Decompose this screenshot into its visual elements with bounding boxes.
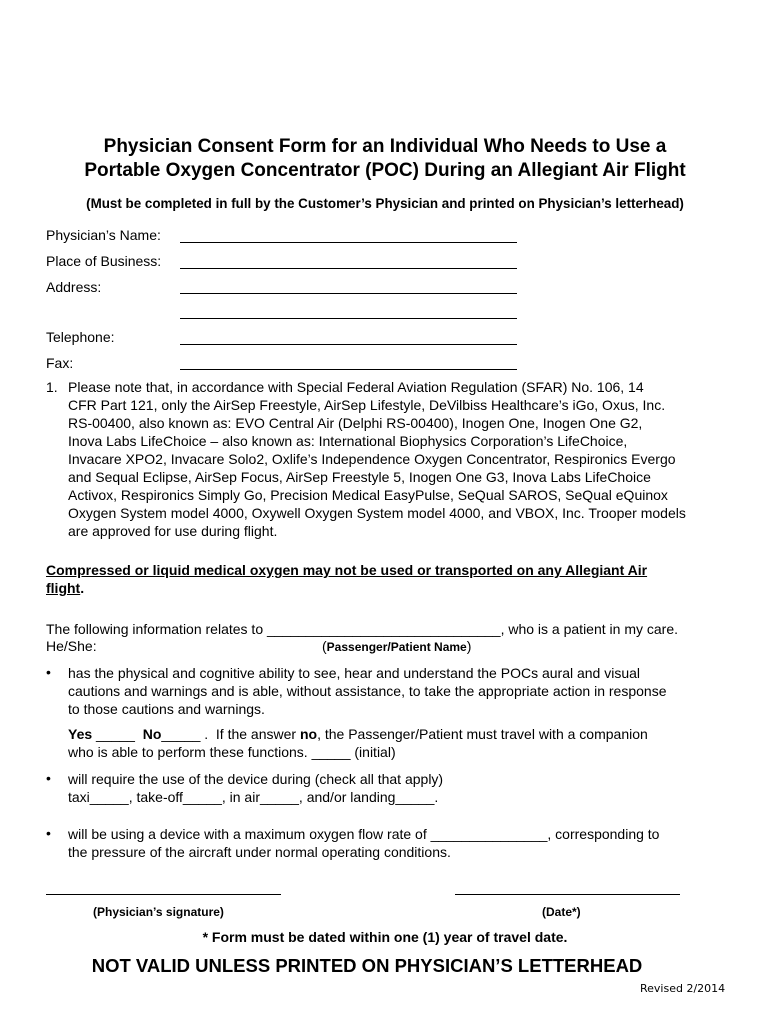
validity-notice: NOT VALID UNLESS PRINTED ON PHYSICIAN’S LETTERHEAD <box>91 955 643 976</box>
form-title-line-1: Physician Consent Form for an Individual Who Needs to Use a <box>103 136 667 157</box>
bullet-icon: • <box>46 664 51 680</box>
address-field-line-2[interactable] <box>180 318 517 319</box>
device-usage-line-1: will require the use of the device during (check all that apply) <box>68 771 444 787</box>
note-line: and Sequal Eclipse, AirSep Focus, AirSep Freestyle 5, Inogen One G3, Inova Labs LifeChoice <box>68 469 651 485</box>
no-label: No <box>142 726 162 742</box>
physician-signature-caption: (Physician’s signature) <box>93 905 224 919</box>
form-title-line-2: Portable Oxygen Concentrator (POC) During an Allegiant Air Flight <box>84 160 686 181</box>
telephone-label: Telephone: <box>46 329 115 345</box>
note-number: 1. <box>46 379 58 395</box>
note-line: Oxygen System model 4000, Oxywell Oxygen System model 4000, and VBOX, Inc. Trooper models <box>68 505 686 521</box>
companion-initial-line: who is able to perform these functions. _____ (initial) <box>68 744 396 760</box>
revision-date: Revised 2/2014 <box>640 982 726 995</box>
note-line: Invacare XPO2, Invacare Solo2, Oxlife’s Independence Oxygen Concentrator, Respironics Evergo <box>68 451 676 467</box>
fax-field[interactable] <box>180 369 517 370</box>
caption-open-paren: ( <box>322 638 327 654</box>
place-of-business-field[interactable] <box>180 268 517 269</box>
he-she-label: He/She: <box>46 638 97 654</box>
place-of-business-label: Place of Business: <box>46 253 162 269</box>
ability-line: has the physical and cognitive ability to see, hear and understand the POCs aural and visual <box>68 665 641 681</box>
flow-rate-line-2: the pressure of the aircraft under normal operating conditions. <box>68 844 451 860</box>
device-usage-line-2: taxi_____, take-off_____, in air_____, and/or landing_____. <box>68 789 439 805</box>
yes-blank[interactable]: _____ <box>92 726 139 742</box>
physician-signature-field[interactable] <box>46 894 281 895</box>
address-label: Address: <box>46 279 102 295</box>
form-subtitle: (Must be completed in full by the Customer’s Physician and printed on Physician’s letterhead) <box>86 196 684 211</box>
oxygen-warning-line-2: flight <box>46 580 81 596</box>
fax-label: Fax: <box>46 355 74 371</box>
no-emphasis: no <box>299 726 318 742</box>
oxygen-warning-line-1: Compressed or liquid medical oxygen may not be used or transported on any Allegiant Air <box>46 562 648 578</box>
no-blank[interactable]: _____ . If the answer <box>161 726 300 742</box>
ability-statement <box>68 664 666 718</box>
dating-footnote: * Form must be dated within one (1) year of travel date. <box>202 929 568 945</box>
ability-line: cautions and warnings and is able, without assistance, to take the appropriate action in response <box>68 683 667 699</box>
oxygen-warning-period: . <box>80 580 85 596</box>
ability-line: to those cautions and warnings. <box>68 701 265 717</box>
note-line: Inova Labs LifeChoice – also known as: International Biophysics Corporation’s LifeChoice, <box>68 433 628 449</box>
companion-requirement: , the Passenger/Patient must travel with a companion <box>317 726 648 742</box>
note-line: CFR Part 121, only the AirSep Freestyle, AirSep Lifestyle, DeVilbiss Healthcare’s iGo, Oxus, Inc. <box>68 397 666 413</box>
physician-name-label: Physician’s Name: <box>46 227 161 243</box>
yes-label: Yes <box>68 726 93 742</box>
flow-rate-line-1: will be using a device with a maximum oxygen flow rate of _______________, corresponding to <box>68 826 660 842</box>
caption-close-paren: ) <box>466 638 472 654</box>
address-field-line-1[interactable] <box>180 293 517 294</box>
note-line: RS-00400, also known as: EVO Central Air (Delphi RS-00400), Inogen One, Inogen One G2, <box>68 415 643 431</box>
bullet-icon: • <box>46 825 51 841</box>
note-line: Activox, Respironics Simply Go, Precision Medical EasyPulse, SeQual SAROS, SeQual eQuinox <box>68 487 668 503</box>
caption-text: Passenger/Patient Name <box>326 640 467 654</box>
note-line: are approved for use during flight. <box>68 523 278 539</box>
patient-relation-line: The following information relates to ______________________________, who is a patient in my care. <box>46 621 678 637</box>
note-line: Please note that, in accordance with Special Federal Aviation Regulation (SFAR) No. 106, 14 <box>68 379 644 395</box>
date-field[interactable] <box>455 894 680 895</box>
physician-name-field[interactable] <box>180 242 517 243</box>
bullet-icon: • <box>46 770 51 786</box>
telephone-field[interactable] <box>180 344 517 345</box>
passenger-name-caption <box>322 637 471 656</box>
approved-devices-note <box>68 378 686 540</box>
date-caption: (Date*) <box>542 905 581 919</box>
oxygen-warning <box>46 561 647 597</box>
yes-no-line <box>68 725 648 743</box>
